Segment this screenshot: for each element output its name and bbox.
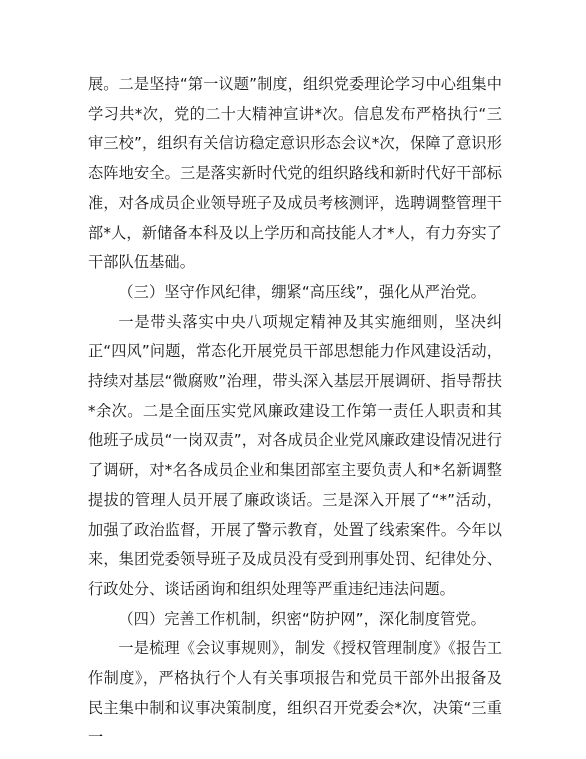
paragraph-section-3: 一是带头落实中央八项规定精神及其实施细则，坚决纠正“四风”问题，常态化开展党员干部思想能力作风建设活动，持续对基层“微腐败”治理，带头深入基层开展调研、指导帮扶*余次。二是全面压实党风廉政建设工作第一责任人职责和其他班子成员“一岗双责”，对各成员企业党风廉政建设情况进行了调研，对*名各成员企业和集团部室主要负责人和*名新调整提拔的管理人员开展了廉政谈话。三是深入开展了“*”活动，加强了政治监督，开展了警示教育，处置了线索案件。今年以来，集团党委领导班子及成员没有受到刑事处罚、纪律处分、行政处分、谈话函询和组织处理等严重违纪违法问题。 <box>88 312 502 598</box>
section-heading-4: （四）完善工作机制，织密“防护网”，深化制度管党。 <box>118 609 486 628</box>
paragraph-section-4: 一是梳理《会议事规则》，制发《授权管理制度》《报告工作制度》，严格执行个人有关事项报告和党员干部外出报备及民主集中制和议事决策制度，组织召开党委会*次，决策“三重一 <box>88 639 502 747</box>
section-heading-3: （三）坚守作风纪律，绷紧“高压线”，强化从严治党。 <box>118 282 486 301</box>
document-body <box>88 70 502 753</box>
paragraph-continuation: 展。二是坚持“第一议题”制度，组织党委理论学习中心组集中学习共*次，党的二十大精神宣讲*次。信息发布严格执行“三审三校”，组织有关信访稳定意识形态会议*次，保障了意识形态阵地安全。三是落实新时代党的组织路线和新时代好干部标准，对各成员企业领导班子及成员考核测评，选聘调整管理干部*人，新储备本科及以上学历和高技能人才*人，有力夯实了干部队伍基础。 <box>88 75 502 272</box>
